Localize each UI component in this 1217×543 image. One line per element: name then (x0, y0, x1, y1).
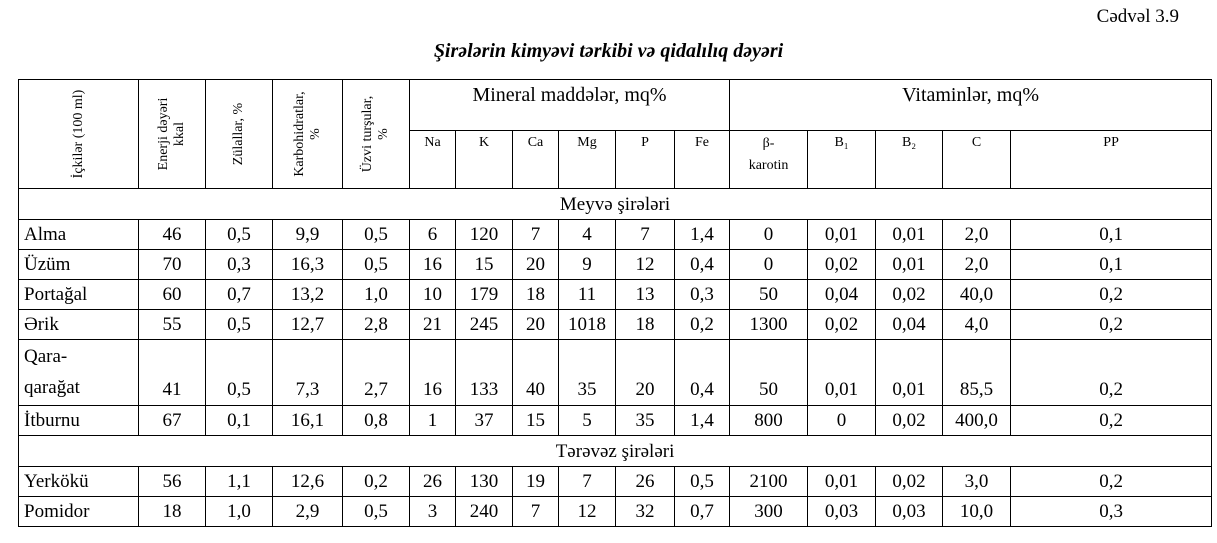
header-carbs: Karbohidratlar, % (273, 80, 343, 189)
table-cell: 12 (559, 497, 616, 527)
table-cell: 18 (139, 497, 206, 527)
table-cell: 120 (456, 220, 513, 250)
row-name: İtburnu (19, 406, 139, 436)
table-cell: 0,8 (343, 406, 410, 436)
table-cell: 0,01 (808, 220, 876, 250)
table-cell: 0,02 (876, 280, 943, 310)
table-cell: 16,3 (273, 250, 343, 280)
header-minerals: Mineral maddələr, mq% (410, 80, 730, 131)
table-cell: 0,2 (675, 310, 730, 340)
table-cell: 50 (730, 280, 808, 310)
table-cell: 56 (139, 467, 206, 497)
table-cell: 0,5 (675, 467, 730, 497)
table-row (19, 467, 1212, 497)
table-cell: 0,7 (675, 497, 730, 527)
header-pp: PP (1011, 131, 1212, 189)
table-cell: 16 (410, 340, 456, 406)
table-cell: 0,3 (675, 280, 730, 310)
header-beta-carotene: β- karotin (730, 131, 808, 189)
table-cell: 0,2 (1011, 467, 1212, 497)
table-cell: 0,01 (808, 467, 876, 497)
table-cell: 0,04 (808, 280, 876, 310)
table-cell: 0,03 (876, 497, 943, 527)
table-cell: 0,1 (1011, 250, 1212, 280)
table-cell: 40,0 (943, 280, 1011, 310)
table-cell: 10 (410, 280, 456, 310)
header-protein: Zülallar, % (206, 80, 273, 189)
table-cell: 0,02 (808, 250, 876, 280)
table-cell: 26 (616, 467, 675, 497)
table-cell: 1,1 (206, 467, 273, 497)
table-cell: 18 (616, 310, 675, 340)
table-cell: 9,9 (273, 220, 343, 250)
table-row (19, 220, 1212, 250)
table-cell: 1,0 (343, 280, 410, 310)
table-cell: 40 (513, 340, 559, 406)
table-cell: 9 (559, 250, 616, 280)
table-cell: 50 (730, 340, 808, 406)
table-cell: 4,0 (943, 310, 1011, 340)
table-cell: 0,2 (1011, 406, 1212, 436)
table-cell: 240 (456, 497, 513, 527)
table-cell: 16 (410, 250, 456, 280)
header-ca: Ca (513, 131, 559, 189)
table-cell: 35 (616, 406, 675, 436)
table-cell: 0,3 (206, 250, 273, 280)
header-k: K (456, 131, 513, 189)
header-na: Na (410, 131, 456, 189)
table-cell: 10,0 (943, 497, 1011, 527)
table-cell: 35 (559, 340, 616, 406)
table-cell: 3 (410, 497, 456, 527)
table-cell: 0,04 (876, 310, 943, 340)
table-cell: 0,5 (343, 220, 410, 250)
table-cell: 2,0 (943, 250, 1011, 280)
table-cell: 26 (410, 467, 456, 497)
table-cell: 2,0 (943, 220, 1011, 250)
table-cell: 0,7 (206, 280, 273, 310)
table-cell: 0,5 (206, 340, 273, 406)
table-cell: 0,2 (1011, 310, 1212, 340)
table-cell: 7 (513, 497, 559, 527)
header-vitamins: Vitaminlər, mq% (730, 80, 1212, 131)
table-cell: 13,2 (273, 280, 343, 310)
table-cell: 70 (139, 250, 206, 280)
section-header: Meyvə şirələri (19, 189, 1212, 220)
table-cell: 85,5 (943, 340, 1011, 406)
header-mg: Mg (559, 131, 616, 189)
table-cell: 12,7 (273, 310, 343, 340)
table-cell: 800 (730, 406, 808, 436)
table-row (19, 250, 1212, 280)
table-cell: 0,5 (343, 497, 410, 527)
row-name: Ərik (19, 310, 139, 340)
table-cell: 6 (410, 220, 456, 250)
row-name: Üzüm (19, 250, 139, 280)
table-cell: 55 (139, 310, 206, 340)
table-cell: 1300 (730, 310, 808, 340)
table-cell: 0,2 (343, 467, 410, 497)
table-cell: 0,03 (808, 497, 876, 527)
header-p: P (616, 131, 675, 189)
table-cell: 2,7 (343, 340, 410, 406)
table-cell: 7 (559, 467, 616, 497)
table-cell: 245 (456, 310, 513, 340)
table-cell: 0,2 (1011, 340, 1212, 406)
table-cell: 0 (730, 220, 808, 250)
table-cell: 19 (513, 467, 559, 497)
table-cell: 400,0 (943, 406, 1011, 436)
table-cell: 20 (513, 310, 559, 340)
table-cell: 20 (616, 340, 675, 406)
table-cell: 0,5 (206, 310, 273, 340)
table-cell: 0,01 (876, 250, 943, 280)
row-name: Portağal (19, 280, 139, 310)
table-cell: 37 (456, 406, 513, 436)
table-cell: 46 (139, 220, 206, 250)
header-b1: B₁ (808, 131, 876, 189)
row-name: Pomidor (19, 497, 139, 527)
table-cell: 2100 (730, 467, 808, 497)
table-cell: 32 (616, 497, 675, 527)
table-cell: 0,02 (808, 310, 876, 340)
table-cell: 67 (139, 406, 206, 436)
table-cell: 20 (513, 250, 559, 280)
table-cell: 0,4 (675, 250, 730, 280)
table-cell: 0,3 (1011, 497, 1212, 527)
table-cell: 1,4 (675, 220, 730, 250)
table-cell: 13 (616, 280, 675, 310)
header-drink: İçkilər (100 ml) (19, 80, 139, 189)
table-row (19, 497, 1212, 527)
table-row (19, 280, 1212, 310)
table-cell: 2,8 (343, 310, 410, 340)
header-b2: B₂ (876, 131, 943, 189)
table-cell: 21 (410, 310, 456, 340)
table-cell: 1,0 (206, 497, 273, 527)
table-cell: 60 (139, 280, 206, 310)
table-cell: 5 (559, 406, 616, 436)
table-row (19, 406, 1212, 436)
table-cell: 0,1 (1011, 220, 1212, 250)
table-cell: 12 (616, 250, 675, 280)
row-name: Yerkökü (19, 467, 139, 497)
table-cell: 7 (616, 220, 675, 250)
nutrition-table (18, 79, 1212, 527)
table-cell: 1 (410, 406, 456, 436)
table-cell: 0,1 (206, 406, 273, 436)
table-cell: 1018 (559, 310, 616, 340)
table-cell: 3,0 (943, 467, 1011, 497)
table-cell: 0 (730, 250, 808, 280)
table-row (19, 340, 1212, 406)
table-cell: 133 (456, 340, 513, 406)
table-title: Şirələrin kimyəvi tərkibi və qidalılıq dəyəri (433, 40, 784, 62)
row-name: Qara- qarağat (19, 340, 139, 406)
table-number: Cədvəl 3.9 (1096, 6, 1179, 27)
table-cell: 15 (513, 406, 559, 436)
header-c: C (943, 131, 1011, 189)
table-cell: 4 (559, 220, 616, 250)
table-cell: 2,9 (273, 497, 343, 527)
table-cell: 0,02 (876, 467, 943, 497)
table-cell: 0,5 (343, 250, 410, 280)
table-cell: 0,02 (876, 406, 943, 436)
section-header: Tərəvəz şirələri (19, 436, 1212, 467)
table-cell: 0,01 (876, 220, 943, 250)
header-energy: Enerji dəyəri kkal (139, 80, 206, 189)
table-cell: 0,2 (1011, 280, 1212, 310)
table-cell: 300 (730, 497, 808, 527)
row-name: Alma (19, 220, 139, 250)
table-cell: 0 (808, 406, 876, 436)
table-cell: 179 (456, 280, 513, 310)
header-acids: Üzvi turşular, % (343, 80, 410, 189)
table-cell: 41 (139, 340, 206, 406)
table-cell: 7 (513, 220, 559, 250)
table-cell: 1,4 (675, 406, 730, 436)
table-cell: 12,6 (273, 467, 343, 497)
table-cell: 16,1 (273, 406, 343, 436)
table-row (19, 310, 1212, 340)
table-cell: 0,01 (808, 340, 876, 406)
table-cell: 0,5 (206, 220, 273, 250)
table-cell: 11 (559, 280, 616, 310)
table-cell: 7,3 (273, 340, 343, 406)
table-cell: 130 (456, 467, 513, 497)
table-cell: 18 (513, 280, 559, 310)
table-cell: 15 (456, 250, 513, 280)
table-cell: 0,01 (876, 340, 943, 406)
header-fe: Fe (675, 131, 730, 189)
table-cell: 0,4 (675, 340, 730, 406)
